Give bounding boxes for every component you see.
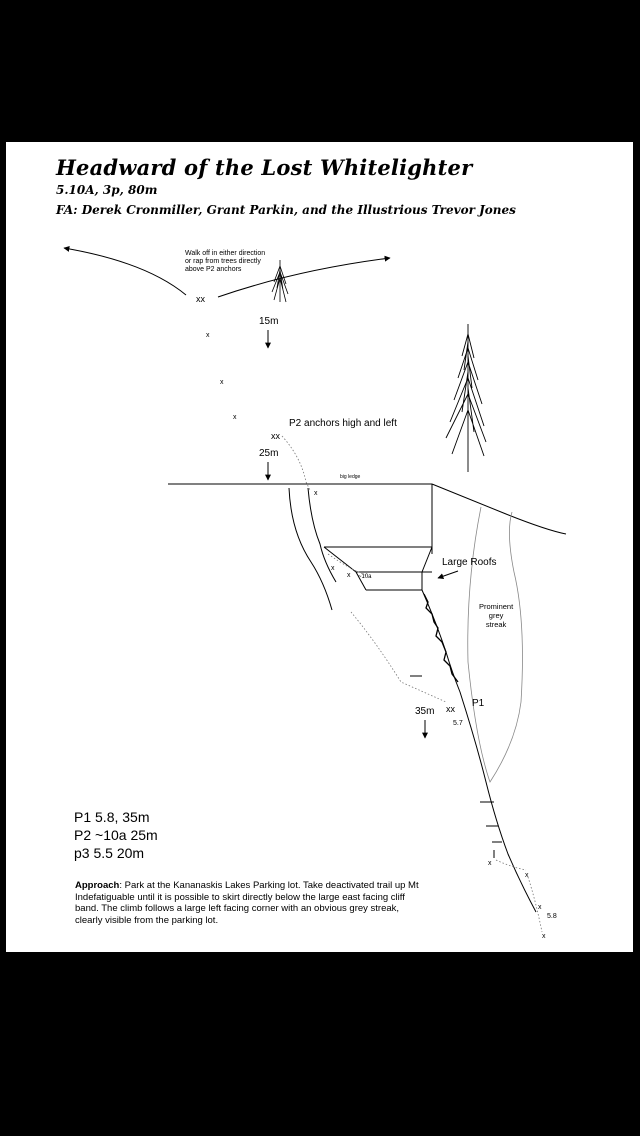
- bolt-marker: x: [220, 379, 224, 386]
- bolt-marker: x: [347, 572, 351, 579]
- approach-body: : Park at the Kananaskis Lakes Parking lot. Take deactivated trail up Mt Indefatiguable until it is possible to skirt directly below the large east facing cliff band. The climb follows a large left facing corner with an obvious grey streak, clearly visible from the parking lot.: [75, 880, 419, 926]
- route-title: Headward of the Lost Whitelighter: [56, 155, 473, 180]
- pitch-line: p3 5.5 20m: [74, 845, 145, 861]
- pitch-list: [74, 808, 158, 862]
- bolt-marker: x: [542, 933, 546, 940]
- grade-5-8-label: 5.8: [547, 913, 557, 920]
- right-cliff-top: [432, 484, 566, 534]
- pitch-line: P2 ~10a 25m: [74, 827, 158, 843]
- distance-35m: 35m: [415, 706, 435, 717]
- big-ledge-label: big ledge: [340, 474, 361, 480]
- distance-15m: 15m: [259, 316, 279, 327]
- grade-5-7-label: 5.7: [453, 720, 463, 727]
- distance-25m: 25m: [259, 448, 279, 459]
- route-grade: 5.10A, 3p, 80m: [56, 183, 158, 197]
- bolt-marker: x: [538, 904, 542, 911]
- bolt-marker: x: [206, 332, 210, 339]
- bolt-marker: x: [314, 490, 318, 497]
- walk-off-note: [185, 250, 295, 274]
- grey-streak-line: grey: [488, 611, 504, 620]
- lower-cliff-marks: [410, 676, 502, 858]
- bolt-marker: x: [525, 872, 529, 879]
- walk-off-note-line: Walk off in either direction: [185, 250, 266, 257]
- route-bottom-dotted: [496, 860, 542, 932]
- p2-anchor-note: P2 anchors high and left: [289, 418, 397, 429]
- bolt-marker: x: [233, 414, 237, 421]
- large-tree-icon: [446, 324, 486, 472]
- p1-anchor-marker: xx: [446, 704, 455, 714]
- p1-label: P1: [472, 698, 485, 709]
- topo-sheet: [6, 142, 633, 952]
- pitch-line: P1 5.8, 35m: [74, 809, 150, 825]
- grey-streak-line: Prominent: [479, 602, 514, 611]
- top-anchor-marker: xx: [196, 294, 205, 304]
- grey-streak-outline: [468, 507, 523, 782]
- approach-label: Approach: [75, 880, 120, 891]
- route-left-dotted: [351, 612, 446, 702]
- grey-streak-line: streak: [485, 620, 507, 629]
- bolt-marker: x: [331, 565, 335, 572]
- walk-off-note-line: above P2 anchors: [185, 266, 242, 273]
- bolt-marker: x: [488, 860, 492, 867]
- walk-off-note-line: or rap from trees directly: [185, 258, 261, 265]
- large-roofs-label: Large Roofs: [442, 557, 497, 568]
- walk-off-left-line: [64, 248, 186, 295]
- large-roofs-shape: [324, 484, 432, 590]
- approach-text: [75, 880, 420, 926]
- grey-streak-label: [479, 602, 513, 629]
- grade-10a-label: ~10a: [358, 574, 372, 580]
- first-ascent: FA: Derek Cronmiller, Grant Parkin, and the Illustrious Trevor Jones: [56, 203, 516, 217]
- p2-anchor-marker: xx: [271, 431, 280, 441]
- route-p3-dotted: [282, 436, 310, 490]
